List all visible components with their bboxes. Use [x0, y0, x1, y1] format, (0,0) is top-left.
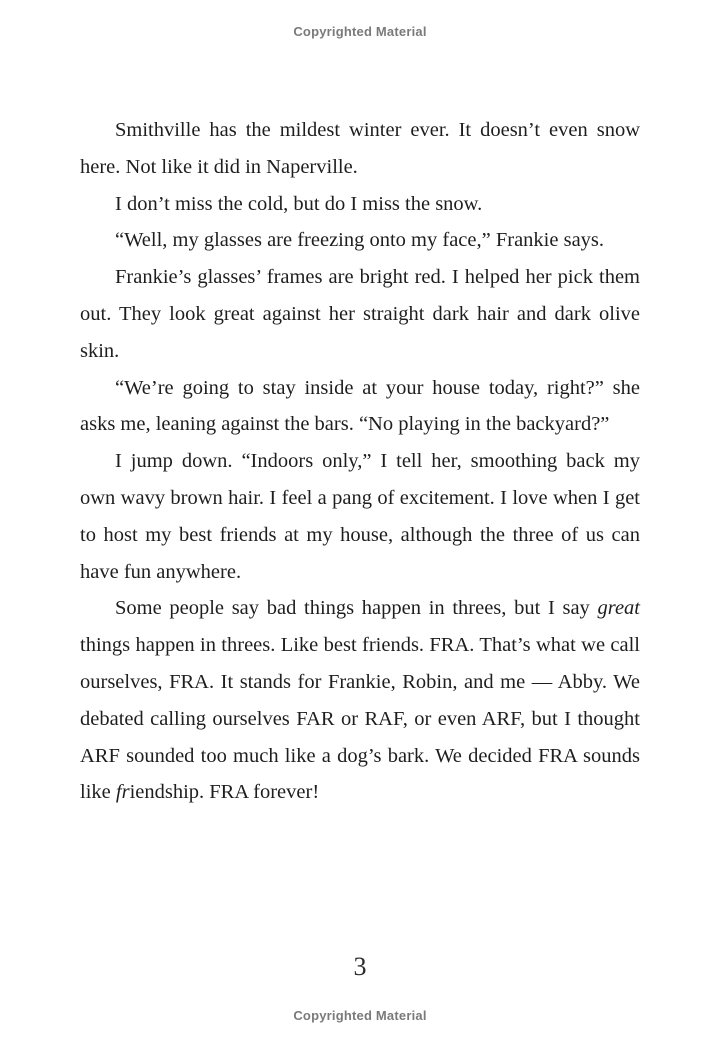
paragraph: I don’t miss the cold, but do I miss the snow. [115, 192, 483, 215]
italic-emphasis: great [597, 597, 640, 620]
page-number: 3 [353, 952, 367, 981]
paragraph: “Well, my glasses are freezing onto my face,” Frankie says. [115, 229, 605, 252]
page-body [80, 112, 640, 811]
text-run: Some people say bad things happen in threes, but I say [115, 597, 598, 620]
paragraph: Frankie’s glasses’ frames are bright red. I helped her pick them out. They look great against her straight dark hair and dark olive skin. [80, 266, 640, 362]
text-run: things happen in threes. Like best friends. FRA. That’s what we call ourselves, FRA. It stands for Frankie, Robin, and me — Abby. We debated calling ourselves FAR or RAF, or even ARF, but I thought ARF sounded too much like a dog’s bark. We decided FRA sounds like [80, 634, 640, 804]
paragraph: “We’re going to stay inside at your house today, right?” she asks me, leaning against the bars. “No playing in the backyard?” [80, 376, 640, 436]
text-run: iendship. FRA forever! [129, 781, 320, 804]
paragraph: I jump down. “Indoors only,” I tell her, smoothing back my own wavy brown hair. I feel a pang of excitement. I love when I get to host my best friends at my house, although the three of us can have fun anywhere. [80, 450, 640, 583]
copyright-watermark-bottom: Copyrighted Material [293, 1008, 427, 1023]
paragraph: Smithville has the mildest winter ever. It doesn’t even snow here. Not like it did in Naperville. [80, 119, 640, 178]
italic-emphasis: fr [115, 781, 130, 804]
copyright-watermark-top: Copyrighted Material [293, 24, 427, 39]
paragraph [80, 590, 640, 811]
